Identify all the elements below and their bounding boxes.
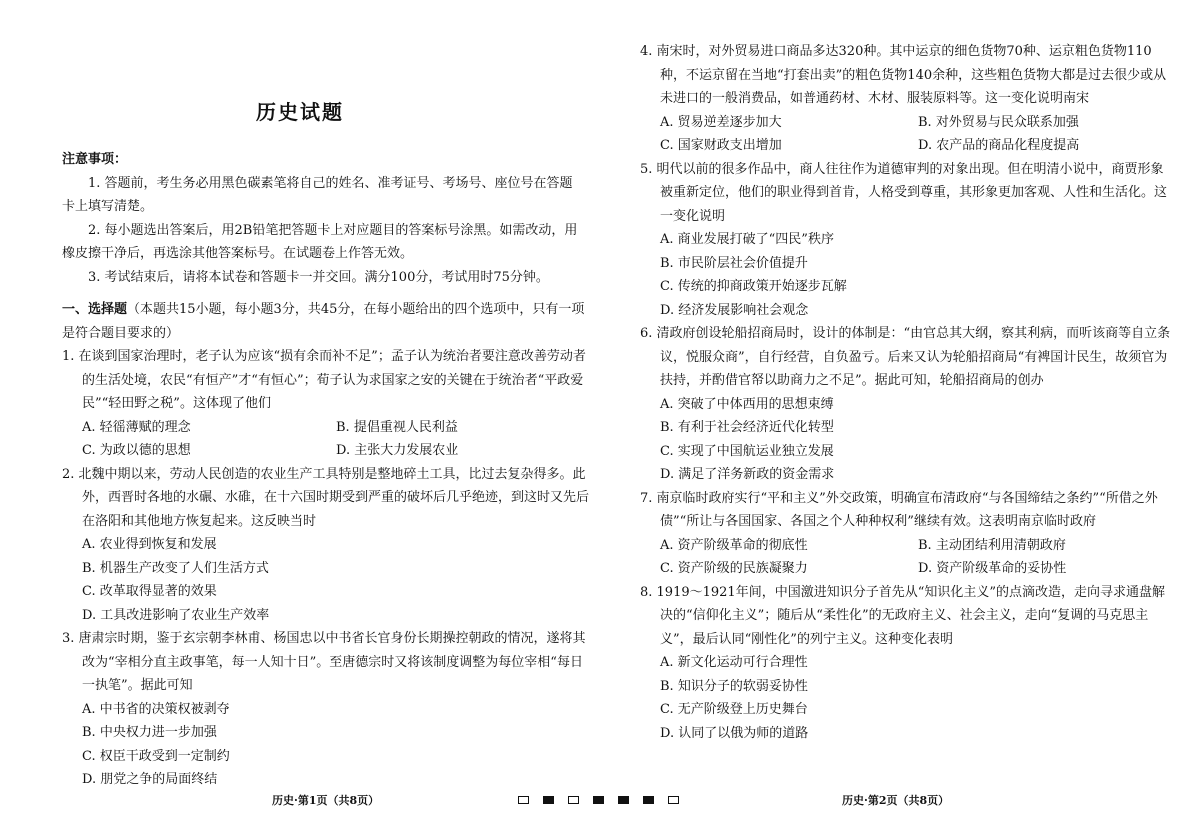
instruction-item: 2. 每小题选出答案后，用2B铅笔把答题卡上对应题目的答案标号涂黑。如需改动，用橡皮擦干净后，再选涂其他答案标号。在试题卷上作答无效。 <box>62 222 578 261</box>
option[interactable]: C. 实现了中国航运业独立发展 <box>660 443 834 459</box>
footer-right: 历史·第2页（共8页） <box>842 794 950 807</box>
option[interactable]: A. 商业发展打破了“四民”秩序 <box>660 232 834 247</box>
question-stem: 1. 在谈到国家治理时，老子认为应该“损有余而补不足”；孟子认为统治者要注意改善劳动者的生活处境，农民“有恒产”才“有恒心”；荀子认为求国家之安的关键在于统治者“平政爱民”“轻田野之税”。这体现了他们 <box>62 349 586 411</box>
option[interactable]: B. 机器生产改变了人们生活方式 <box>82 560 269 576</box>
option[interactable]: D. 工具改进影响了农业生产效率 <box>82 607 270 623</box>
question-4 <box>640 40 1176 158</box>
registration-marks <box>518 796 679 804</box>
option[interactable]: C. 为政以德的思想 <box>82 443 191 458</box>
instructions <box>62 148 584 289</box>
left-column <box>62 298 590 792</box>
option[interactable]: C. 资产阶级的民族凝聚力 <box>660 561 808 576</box>
option[interactable]: B. 对外贸易与民众联系加强 <box>918 114 1079 130</box>
option[interactable]: C. 权臣干政受到一定制约 <box>82 748 230 764</box>
option[interactable]: A. 中书省的决策权被剥夺 <box>82 701 230 717</box>
option[interactable]: C. 传统的抑商政策开始逐步瓦解 <box>660 279 847 294</box>
option[interactable]: C. 无产阶级登上历史舞台 <box>660 702 808 717</box>
question-stem: 5. 明代以前的很多作品中，商人往往作为道德审判的对象出现。但在明清小说中，商贾形象被重新定位，他们的职业得到首肯，人格受到尊重，其形象更加客观、人性和生活化。这一变化说明 <box>640 161 1168 224</box>
mark-filled <box>643 796 654 804</box>
option[interactable]: A. 新文化运动可行合理性 <box>660 655 808 670</box>
question-5 <box>640 158 1176 323</box>
option[interactable]: B. 市民阶层社会价值提升 <box>660 255 808 271</box>
option[interactable]: B. 主动团结利用清朝政府 <box>918 537 1066 553</box>
option[interactable]: A. 贸易逆差逐步加大 <box>660 114 782 130</box>
question-3 <box>62 627 590 792</box>
mark-empty <box>518 796 529 804</box>
option[interactable]: A. 轻徭薄赋的理念 <box>82 419 191 435</box>
option[interactable]: B. 有利于社会经济近代化转型 <box>660 420 834 435</box>
question-stem: 3. 唐肃宗时期，鉴于玄宗朝李林甫、杨国忠以中书省长官身份长期操控朝政的情况，遂将其改为“宰相分直主政事笔，每一人知十日”。至唐德宗时又将该制度调整为每位宰相“每日一执笔”。据此可知 <box>62 631 586 693</box>
option[interactable]: A. 突破了中体西用的思想束缚 <box>660 396 834 412</box>
option[interactable]: B. 中央权力进一步加强 <box>82 725 217 740</box>
question-8 <box>640 581 1176 746</box>
instruction-item: 1. 答题前，考生务必用黑色碳素笔将自己的姓名、准考证号、考场号、座位号在答题卡上填写清楚。 <box>62 175 573 214</box>
question-6 <box>640 322 1176 487</box>
instructions-heading: 注意事项： <box>62 152 128 167</box>
section-desc: （本题共15小题，每小题3分，共45分，在每小题给出的四个选项中，只有一项是符合题目要求的） <box>62 302 585 341</box>
mark-filled <box>593 796 604 804</box>
option[interactable]: C. 国家财政支出增加 <box>660 138 782 153</box>
question-1 <box>62 345 590 463</box>
option[interactable]: D. 朋党之争的局面终结 <box>82 772 218 787</box>
mark-filled <box>618 796 629 804</box>
option[interactable]: D. 主张大力发展农业 <box>336 443 459 458</box>
footer-left: 历史·第1页（共8页） <box>272 794 380 807</box>
question-stem: 4. 南宋时，对外贸易进口商品多达320种。其中运京的细色货物70种、运京粗色货物110种，不运京留在当地“打套出卖”的粗色货物140余种，这些粗色货物大都是过去很少或从未进口的一般消费品，如普通药材、木材、服装原料等。这一变化说明南宋 <box>640 44 1167 106</box>
option[interactable]: B. 知识分子的软弱妥协性 <box>660 678 808 694</box>
mark-filled <box>543 796 554 804</box>
question-stem: 6. 清政府创设轮船招商局时，设计的体制是：“由官总其大纲，察其利病，而听该商等自立条议，悦服众商”，自行经营，自负盈亏。后来又认为轮船招商局“有裨国计民生，故须官为扶持，并酌借官帑以助商力之不足”。据此可知，轮船招商局的创办 <box>640 326 1171 388</box>
option[interactable]: D. 认同了以俄为师的道路 <box>660 725 809 741</box>
option[interactable]: A. 农业得到恢复和发展 <box>82 537 217 552</box>
option[interactable]: D. 满足了洋务新政的资金需求 <box>660 467 835 482</box>
option[interactable]: D. 资产阶级革命的妥协性 <box>918 561 1067 576</box>
page-title: 历史试题 <box>256 100 344 124</box>
option[interactable]: D. 农产品的商品化程度提高 <box>918 138 1080 153</box>
option[interactable]: C. 改革取得显著的效果 <box>82 584 217 599</box>
section-heading: 一、选择题（本题共15小题，每小题3分，共45分，在每小题给出的四个选项中，只有一项是符合题目要求的） <box>62 302 585 341</box>
option[interactable]: A. 资产阶级革命的彻底性 <box>660 537 808 553</box>
question-stem: 8. 1919～1921年间，中国激进知识分子首先从“知识化主义”的点滴改造，走向寻求通盘解决的“信仰化主义”；随后从“柔性化”的无政府主义、社会主义，走向“复调的马克思主义”，最后认同“刚性化”的列宁主义。这种变化表明 <box>640 584 1165 647</box>
question-7 <box>640 487 1176 581</box>
question-stem: 7. 南京临时政府实行“平和主义”外交政策，明确宣布清政府“与各国缔结之条约”“所借之外债”“所让与各国国家、各国之个人种种权利”继续有效。这表明南京临时政府 <box>640 490 1158 529</box>
question-2 <box>62 463 590 628</box>
right-column <box>640 40 1176 745</box>
instruction-item: 3. 考试结束后，请将本试卷和答题卡一并交回。满分100分，考试用时75分钟。 <box>88 269 549 285</box>
option[interactable]: D. 经济发展影响社会观念 <box>660 302 809 318</box>
option[interactable]: B. 提倡重视人民利益 <box>336 419 458 435</box>
mark-empty <box>568 796 579 804</box>
mark-empty <box>668 796 679 804</box>
question-stem: 2. 北魏中期以来，劳动人民创造的农业生产工具特别是整地碎土工具，比过去复杂得多。此外，西晋时各地的水碾、水碓，在十六国时期受到严重的破坏后几乎绝迹，到这时又先后在洛阳和其他地方恢复起来。这反映当时 <box>62 466 590 529</box>
